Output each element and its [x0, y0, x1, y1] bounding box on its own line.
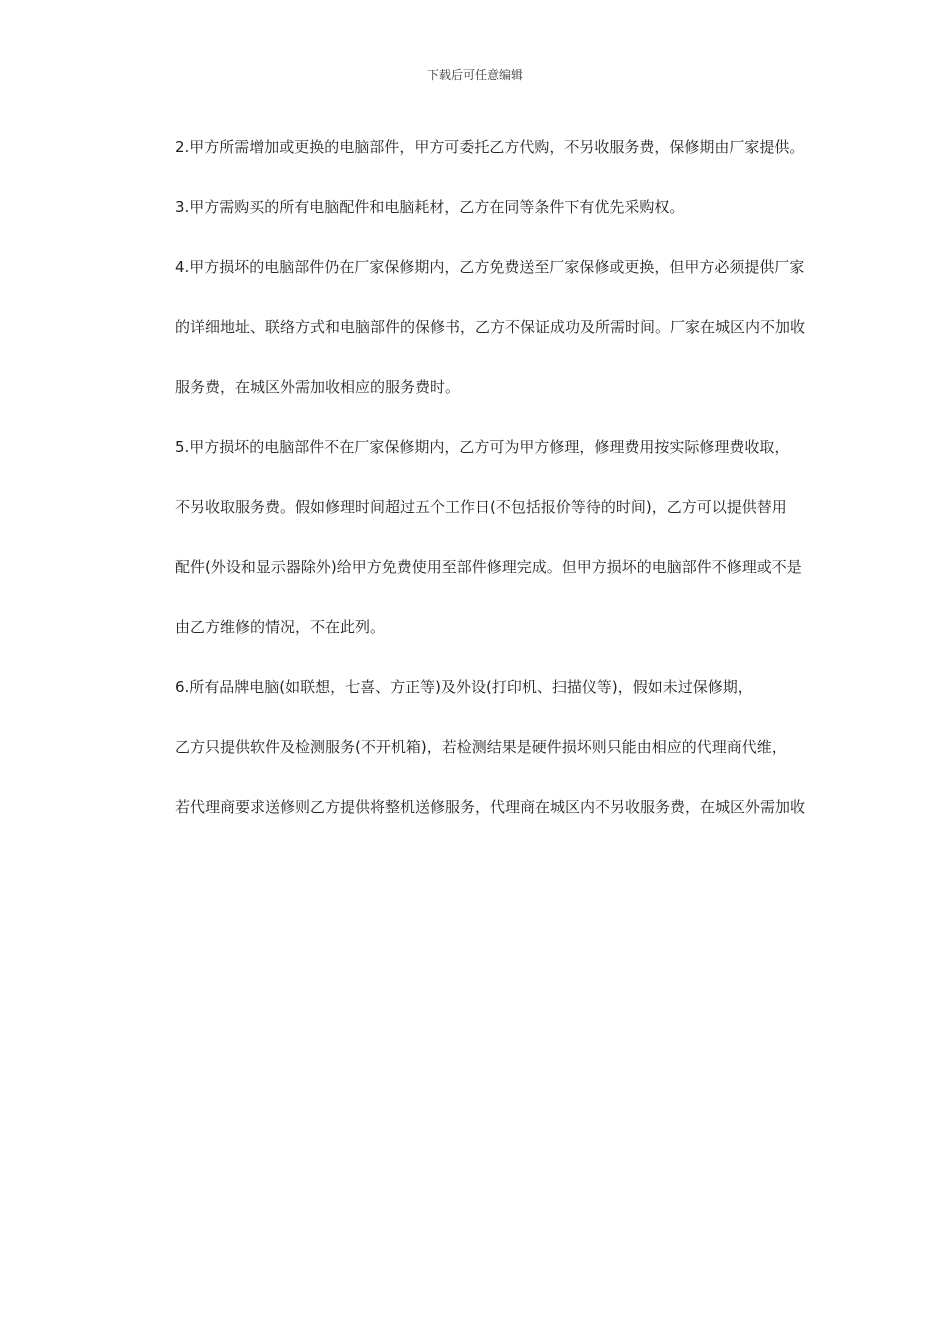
paragraph-line: 6.所有品牌电脑(如联想，七喜、方正等)及外设(打印机、扫描仪等)，假如未过保修期，	[175, 678, 753, 696]
paragraph-line: 2.甲方所需增加或更换的电脑部件，甲方可委托乙方代购，不另收服务费，保修期由	[175, 138, 730, 156]
paragraph	[145, 424, 815, 470]
paragraph-line: 若代理商要求送修则乙方提供将整机送修服务，代理商在城区内不另收服务费，在城	[175, 798, 731, 816]
paragraph	[145, 604, 815, 650]
paragraph-line: 服务费，在城区外需加收相应的服务费时。	[175, 378, 461, 396]
paragraph-line: 区内不加收	[730, 318, 806, 336]
paragraph-line: 配件(外设和显示器除外)给甲方免费使用至部件修理完成。但甲方损坏的电脑部件不	[175, 558, 727, 576]
paragraph-line: 费收取，	[729, 438, 790, 456]
header-note: 下载后可任意编辑	[426, 68, 523, 82]
paragraph-line: 4.甲方损坏的电脑部件仍在厂家保修期内，乙方免费送至厂家保修或更换，但甲方必	[175, 258, 730, 276]
paragraph-line: 不另收取服务费。假如修理时间超过五个工作日(不包括报价等待的时间)，乙方可以	[175, 498, 727, 516]
paragraph	[145, 544, 815, 590]
paragraph	[145, 184, 815, 230]
paragraph-line: 区外需加收	[730, 798, 806, 816]
paragraph	[145, 364, 815, 410]
paragraph-line: 商代维，	[726, 738, 787, 756]
paragraph-line: 的详细地址、联络方式和电脑部件的保修书，乙方不保证成功及所需时间。厂家在城	[175, 318, 731, 336]
paragraph-line: 3.甲方需购买的所有电脑配件和电脑耗材，乙方在同等条件下有优先采购权。	[175, 198, 685, 216]
paragraph	[145, 484, 815, 530]
paragraph-line: 提供替用	[726, 498, 787, 516]
paragraph-line: 5.甲方损坏的电脑部件不在厂家保修期内，乙方可为甲方修理，修理费用按实际修理	[175, 438, 730, 456]
paragraph-line: 须提供厂家	[729, 258, 805, 276]
paragraph	[145, 724, 815, 770]
document-body	[145, 124, 815, 844]
paragraph-line: 厂家提供。	[729, 138, 805, 156]
paragraph	[145, 244, 815, 290]
paragraph	[145, 304, 815, 350]
paragraph	[145, 124, 815, 170]
paragraph-line: 由乙方维修的情况，不在此列。	[175, 618, 386, 636]
paragraph-line: 修理或不是	[726, 558, 802, 576]
paragraph-line: 乙方只提供软件及检测服务(不开机箱)，若检测结果是硬件损坏则只能由相应的代理	[175, 738, 727, 756]
paragraph	[145, 664, 815, 710]
paragraph	[145, 784, 815, 830]
